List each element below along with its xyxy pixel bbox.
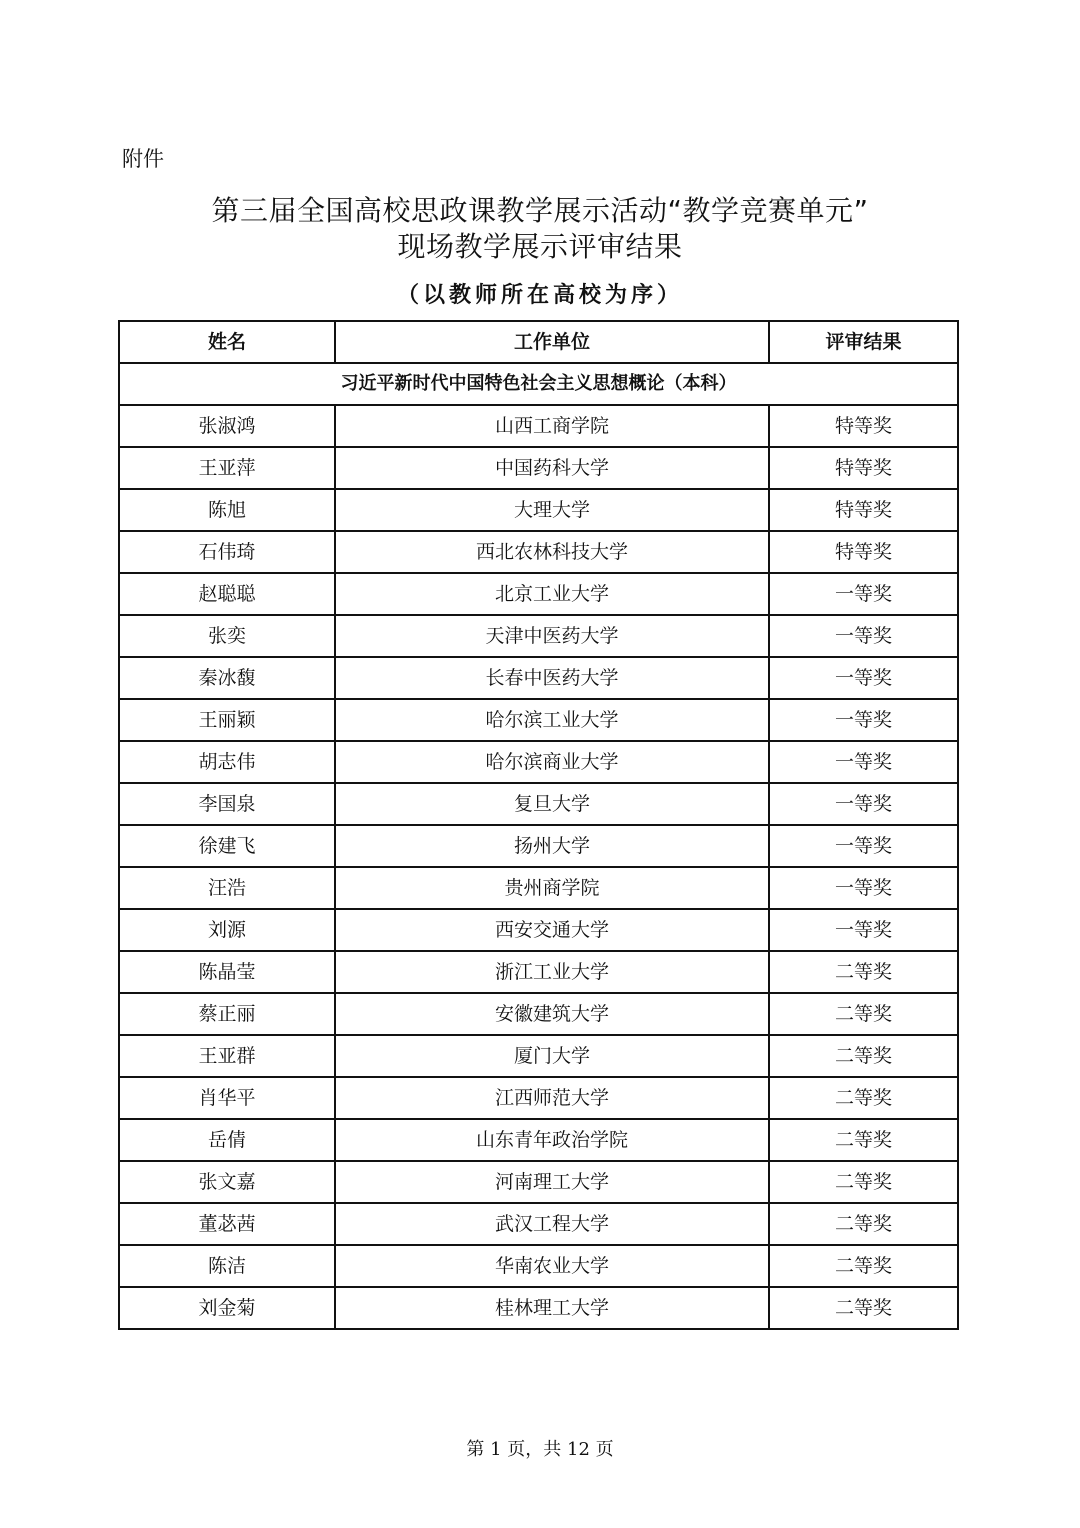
cell-name: 秦冰馥 [119,657,335,699]
cell-name: 汪浩 [119,867,335,909]
cell-unit: 河南理工大学 [335,1161,769,1203]
cell-unit: 厦门大学 [335,1035,769,1077]
cell-result: 二等奖 [769,993,958,1035]
cell-name: 徐建飞 [119,825,335,867]
cell-result: 二等奖 [769,1203,958,1245]
cell-unit: 西北农林科技大学 [335,531,769,573]
table-row [119,1245,958,1287]
cell-result: 特等奖 [769,531,958,573]
table-row [119,615,958,657]
cell-unit: 哈尔滨商业大学 [335,741,769,783]
cell-name: 李国泉 [119,783,335,825]
cell-unit: 安徽建筑大学 [335,993,769,1035]
cell-name: 蔡正丽 [119,993,335,1035]
cell-result: 一等奖 [769,741,958,783]
cell-unit: 江西师范大学 [335,1077,769,1119]
cell-name: 肖华平 [119,1077,335,1119]
cell-name: 王亚萍 [119,447,335,489]
table-header-row [119,321,958,363]
table-row [119,573,958,615]
page-title-line-1: 第三届全国高校思政课教学展示活动“教学竞赛单元” [211,194,869,227]
cell-result: 二等奖 [769,1161,958,1203]
cell-unit: 武汉工程大学 [335,1203,769,1245]
section-title: 习近平新时代中国特色社会主义思想概论（本科） [119,363,958,405]
table-row [119,531,958,573]
table-row [119,657,958,699]
header-unit: 工作单位 [335,321,769,363]
cell-name: 赵聪聪 [119,573,335,615]
table-row [119,1161,958,1203]
page-subtitle: （以教师所在高校为序） [396,283,683,308]
cell-name: 陈晶莹 [119,951,335,993]
cell-result: 二等奖 [769,1119,958,1161]
cell-unit: 哈尔滨工业大学 [335,699,769,741]
cell-unit: 山东青年政治学院 [335,1119,769,1161]
table-row [119,783,958,825]
table-row [119,489,958,531]
table-row [119,1287,958,1329]
table-row [119,741,958,783]
cell-name: 王亚群 [119,1035,335,1077]
table-row [119,1119,958,1161]
table-row [119,699,958,741]
cell-name: 董苾茜 [119,1203,335,1245]
cell-result: 二等奖 [769,1035,958,1077]
cell-result: 一等奖 [769,573,958,615]
header-result: 评审结果 [769,321,958,363]
cell-name: 张奕 [119,615,335,657]
cell-name: 张淑鸿 [119,405,335,447]
cell-unit: 桂林理工大学 [335,1287,769,1329]
table-row [119,867,958,909]
cell-result: 二等奖 [769,1287,958,1329]
cell-name: 王丽颖 [119,699,335,741]
table-row [119,825,958,867]
section-row [119,363,958,405]
table-row [119,1203,958,1245]
cell-name: 刘金菊 [119,1287,335,1329]
cell-name: 石伟琦 [119,531,335,573]
cell-name: 岳倩 [119,1119,335,1161]
page-title-line-2: 现场教学展示评审结果 [397,230,683,263]
cell-name: 张文嘉 [119,1161,335,1203]
cell-unit: 复旦大学 [335,783,769,825]
table-row [119,1035,958,1077]
cell-result: 二等奖 [769,1077,958,1119]
cell-result: 二等奖 [769,1245,958,1287]
table-row [119,1077,958,1119]
cell-unit: 贵州商学院 [335,867,769,909]
table-row [119,405,958,447]
header-name: 姓名 [119,321,335,363]
cell-unit: 中国药科大学 [335,447,769,489]
page-number: 第 1 页，共 12 页 [466,1439,614,1460]
table-body [119,363,958,1329]
cell-result: 一等奖 [769,825,958,867]
cell-unit: 扬州大学 [335,825,769,867]
cell-result: 一等奖 [769,783,958,825]
cell-name: 刘源 [119,909,335,951]
cell-unit: 长春中医药大学 [335,657,769,699]
cell-result: 特等奖 [769,405,958,447]
attachment-label: 附件 [122,147,164,171]
cell-name: 陈洁 [119,1245,335,1287]
table-row [119,951,958,993]
cell-unit: 山西工商学院 [335,405,769,447]
cell-unit: 西安交通大学 [335,909,769,951]
cell-result: 一等奖 [769,867,958,909]
cell-result: 一等奖 [769,909,958,951]
cell-unit: 华南农业大学 [335,1245,769,1287]
cell-name: 陈旭 [119,489,335,531]
cell-name: 胡志伟 [119,741,335,783]
table-row [119,447,958,489]
cell-unit: 大理大学 [335,489,769,531]
cell-unit: 天津中医药大学 [335,615,769,657]
cell-result: 二等奖 [769,951,958,993]
cell-result: 一等奖 [769,657,958,699]
cell-result: 一等奖 [769,615,958,657]
cell-result: 特等奖 [769,447,958,489]
cell-unit: 浙江工业大学 [335,951,769,993]
cell-result: 一等奖 [769,699,958,741]
cell-unit: 北京工业大学 [335,573,769,615]
table-row [119,909,958,951]
cell-result: 特等奖 [769,489,958,531]
table-row [119,993,958,1035]
results-table [118,320,959,1330]
